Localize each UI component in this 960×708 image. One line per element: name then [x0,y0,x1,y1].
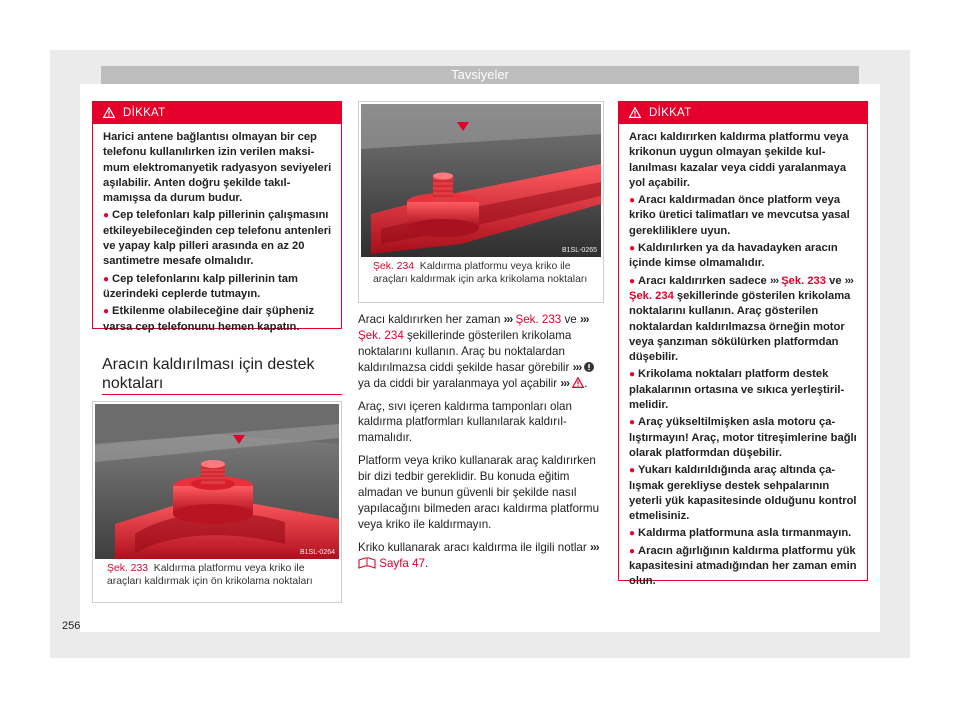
warning-item: ● Cep telefonları kalp pillerinin çalışmasını etkileyebileceğinden cep telefonu antenleri ve yapay kalp pilleri arasında en az 20 santimetre mesafe olmalıdır. [103,209,332,268]
cross-ref-arrow: ››› [769,274,779,287]
warning-body [619,124,867,598]
cross-ref-arrow: ››› [503,313,513,326]
warning-intro: Aracı kaldırırken kaldırma platformu veya krikonun uygun olmayan şekilde kullanılması kazalar veya ciddi yaralanmaya yol açabilir. [629,131,849,189]
book-page-icon [358,557,376,569]
figure-caption: Şek. 233 Kaldırma platformu veya kriko ile araçları kaldırmak için ön krikolama noktaları [107,563,313,587]
warning-item: ● Cep telefonlarını kalp pillerinin tam üzerindeki ceplerde tutmayın. [103,272,298,300]
warning-triangle-icon [103,107,115,118]
warning-header [93,102,341,124]
page-link[interactable]: Sayfa 47 [379,556,425,570]
warning-item: ● Yukarı kaldırıldığında araç altında çalışmak gerekliyse destek sehpalarının yeterli yük kapasitesinde olduğunu kontrol etmelisiniz. [629,464,857,523]
warning-triangle-icon [629,107,641,118]
bullet-icon: ● [629,275,636,287]
figure-code: B1SL-0265 [561,247,597,254]
bullet-icon: ● [103,210,110,222]
warning-item: ● Aracı kaldırmadan önce platform veya kriko üretici talimatları ve mevcutsa yasal gerekliliklere uyun. [629,194,850,237]
page-number: 256 [62,620,81,632]
cross-ref-arrow: ››› [579,313,589,326]
jacking-point-illustration [95,404,339,559]
section-title: Aracın kaldırılması için destek noktaları [102,356,315,392]
warning-item: ● Krikolama noktaları platform destek plakalarının ortasına ve sıkıca yerleştirilmelidir. [629,368,845,412]
paragraph: Aracı kaldırırken her zaman ››› Şek. 233 ve ››› Şek. 234 şekillerinde gösterilen krikolama noktalarını kullanın. Araç bu noktalardan kaldırılmazsa ciddi şekilde hasar görebilir ››› ya da ciddi bir yaralanmaya yol açabilir ››› . [358,312,602,392]
warning-item: ● Aracı kaldırırken sadece ››› Şek. 233 ve ››› Şek. 234 şekillerinde gösterilen krikolama noktalarını kullanın. Araç gösterilen noktalardan kaldırılmazsa örneğin motor veya şanzıman sökülürken platformdan düşebilir. [629,274,853,364]
warning-item: ● Etkilenme olabileceğine dair şüpheniz varsa cep telefonunu hemen kapatın. [103,305,315,333]
figure-link[interactable]: Şek. 234 [629,289,674,302]
bullet-icon: ● [629,528,636,540]
jacking-point-front-photo [95,404,339,559]
jacking-point-illustration [361,104,601,257]
jacking-point-rear-photo [361,104,601,257]
cross-ref-arrow: ››› [589,540,599,554]
warning-label: DİKKAT [123,107,166,119]
warning-box-left [92,101,342,333]
page-header: Tavsiyeler [101,66,859,84]
figure-link[interactable]: Şek. 234 [358,328,404,342]
warning-item: ● Araç yükseltilmişken asla motoru çalıştırmayın! Araç, motor titreşimlerine bağlı olarak platformdan düşebilir. [629,416,857,459]
bullet-icon: ● [629,369,636,381]
figure-code: B1SL-0264 [299,549,335,556]
figure-link[interactable]: Şek. 233 [781,274,826,287]
cross-ref-arrow: ››› [844,274,853,287]
warning-triangle-icon [572,377,584,388]
info-circle-icon [584,362,594,372]
figure-233 [92,401,342,603]
bullet-icon: ● [629,465,636,477]
bullet-icon: ● [629,417,636,429]
warning-item: ● Kaldırma platformuna asla tırmanmayın. [629,527,852,540]
bullet-icon: ● [103,306,110,318]
warning-item: ● Kaldırılırken ya da havadayken aracın içinde kimse olmamalıdır. [629,242,838,270]
paragraph: Platform veya kriko kullanarak araç kaldırırken bir dizi tedbir gereklidir. Bu konuda eğitim almadan ve bunun güvenli bir şekilde nasıl yapılacağını bilmeden aracı kaldırma platformu veya kriko ile kaldırmayın. [358,454,600,531]
bullet-icon: ● [629,545,636,557]
bullet-icon: ● [629,195,636,207]
warning-body [93,124,341,343]
cross-ref-arrow: ››› [572,360,582,374]
body-text [358,312,602,579]
warning-label: DİKKAT [649,107,692,119]
figure-caption: Şek. 234 Kaldırma platformu veya kriko ile araçları kaldırmak için arka krikolama noktaları [373,261,588,285]
warning-header [619,102,867,124]
paragraph: Kriko kullanarak aracı kaldırma ile ilgili notlar ››› Sayfa 47. [358,540,599,570]
figure-label: Şek. 234 [373,261,415,272]
warning-intro: Harici antene bağlantısı olmayan bir cep telefonu kullanılırken izin verilen maksimum elektromanyetik radyasyon seviyeleri aşılabilir. Anten doğru şekilde takılmamışsa da durum budur. [103,131,332,205]
section-divider [102,394,342,395]
figure-label: Şek. 233 [107,563,149,574]
paragraph: Araç, sıvı içeren kaldırma tamponları olan kaldırma platformları kullanılarak kaldırılmamalıdır. [358,399,572,445]
figure-link[interactable]: Şek. 233 [515,313,562,326]
cross-ref-arrow: ››› [560,376,569,390]
bullet-icon: ● [629,243,636,255]
warning-item: ● Aracın ağırlığının kaldırma platformu yük kapasitesini atmadığından her zaman emin olun. [629,544,857,588]
figure-234 [358,101,604,303]
warning-box-right [618,101,868,588]
bullet-icon: ● [103,273,110,285]
